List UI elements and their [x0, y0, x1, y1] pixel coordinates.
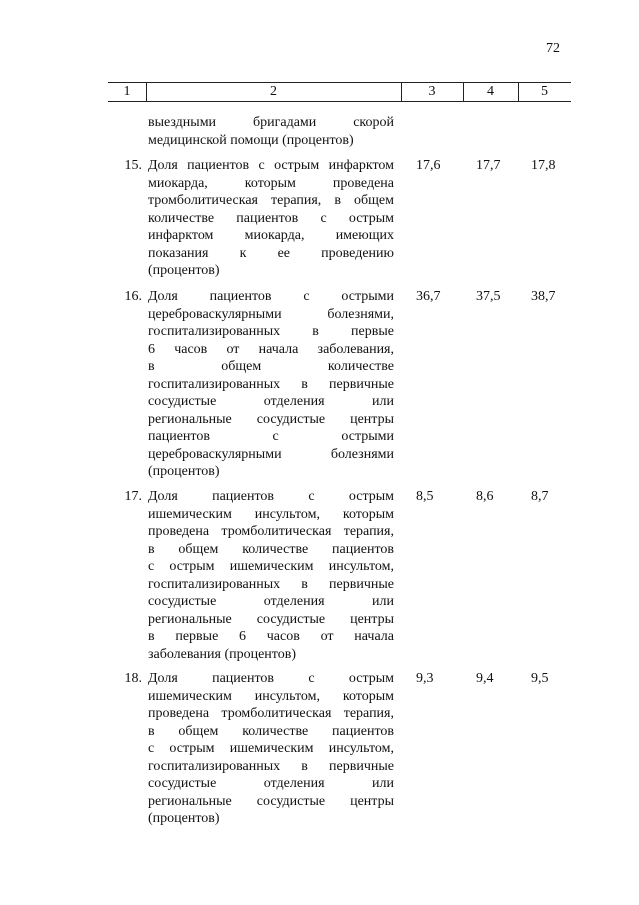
- desc-line: в общем количестве пациентов: [148, 723, 394, 739]
- desc-line: в первые 6 часов от начала: [148, 629, 394, 644]
- value-col4: 8,6: [476, 489, 494, 504]
- row-description: [148, 488, 394, 663]
- value-col4: 17,7: [476, 158, 501, 173]
- desc-line: количестве пациентов с острым: [148, 210, 394, 226]
- row-number: 16.: [124, 289, 142, 304]
- desc-line: сосудистые отделения или: [148, 394, 394, 409]
- value-col5: 38,7: [531, 289, 556, 304]
- desc-line: заболевания (процентов): [148, 646, 297, 662]
- desc-line: с острым ишемическим инсультом,: [148, 741, 394, 756]
- desc-line: госпитализированных в первые: [148, 324, 394, 339]
- desc-line: в общем количестве пациентов: [148, 541, 394, 557]
- desc-line: госпитализированных в первичные: [148, 758, 394, 774]
- column-header-3: 3: [401, 83, 464, 101]
- desc-line: 6 часов от начала заболевания,: [148, 341, 394, 357]
- row-description: [148, 288, 394, 481]
- value-col3: 36,7: [416, 289, 441, 304]
- column-header-4: 4: [463, 83, 519, 101]
- row-description: [148, 157, 394, 280]
- desc-line: ишемическим инсультом, которым: [148, 506, 394, 522]
- desc-line: госпитализированных в первичные: [148, 576, 394, 592]
- desc-line: (процентов): [148, 811, 220, 826]
- desc-line: пациентов с острыми: [148, 429, 394, 444]
- desc-line: Доля пациентов с острым инфарктом: [148, 158, 394, 173]
- value-col3: 8,5: [416, 489, 434, 504]
- row-description: [148, 670, 394, 828]
- value-col3: 9,3: [416, 671, 434, 686]
- desc-line: миокарда, которым проведена: [148, 175, 394, 191]
- desc-line: сосудистые отделения или: [148, 776, 394, 791]
- value-col4: 9,4: [476, 671, 494, 686]
- desc-line: проведена тромболитическая терапия,: [148, 524, 394, 539]
- desc-line: региональные сосудистые центры: [148, 411, 394, 427]
- row-description: [148, 114, 394, 149]
- row-number: 17.: [124, 489, 142, 504]
- row-number: 15.: [124, 158, 142, 173]
- row-number: 18.: [124, 671, 142, 686]
- desc-line: Доля пациентов с острым: [148, 671, 394, 686]
- desc-line: ишемическим инсультом, которым: [148, 688, 394, 704]
- desc-line: медицинской помощи (процентов): [148, 132, 354, 148]
- column-header-1: 1: [108, 83, 147, 101]
- desc-line: (процентов): [148, 464, 220, 479]
- desc-line: с острым ишемическим инсультом,: [148, 559, 394, 574]
- desc-line: тромболитическая терапия, в общем: [148, 193, 394, 208]
- page-number: 72: [546, 41, 560, 56]
- value-col5: 8,7: [531, 489, 549, 504]
- value-col4: 37,5: [476, 289, 501, 304]
- table-column-header: [108, 82, 571, 102]
- desc-line: региональные сосудистые центры: [148, 611, 394, 627]
- column-header-5: 5: [541, 84, 548, 99]
- desc-line: выездными бригадами скорой: [148, 115, 394, 130]
- desc-line: Доля пациентов с острым: [148, 489, 394, 504]
- value-col3: 17,6: [416, 158, 441, 173]
- desc-line: Доля пациентов с острыми: [148, 289, 394, 304]
- desc-line: в общем количестве: [148, 359, 394, 374]
- desc-line: проведена тромболитическая терапия,: [148, 706, 394, 721]
- desc-line: госпитализированных в первичные: [148, 376, 394, 392]
- desc-line: цереброваскулярными болезнями,: [148, 306, 394, 322]
- value-col5: 9,5: [531, 671, 549, 686]
- desc-line: региональные сосудистые центры: [148, 793, 394, 809]
- column-header-2: 2: [146, 83, 402, 101]
- desc-line: инфарктом миокарда, имеющих: [148, 228, 394, 243]
- desc-line: (процентов): [148, 263, 220, 278]
- desc-line: показания к ее проведению: [148, 245, 394, 261]
- desc-line: сосудистые отделения или: [148, 594, 394, 609]
- desc-line: цереброваскулярными болезнями: [148, 446, 394, 462]
- value-col5: 17,8: [531, 158, 556, 173]
